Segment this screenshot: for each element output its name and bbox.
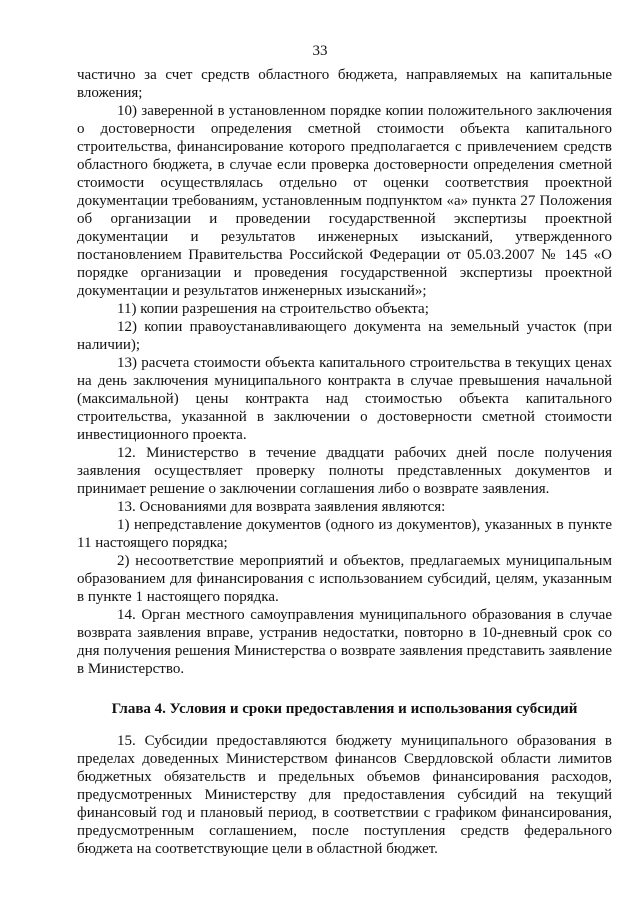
paragraph-clause-12: 12. Министерство в течение двадцати рабочих дней после получения заявления осуществляет проверку полноты представленных документов и принимает решение о заключении соглашения либо о возврате заявления. [77, 445, 612, 497]
paragraph-clause-15: 15. Субсидии предоставляются бюджету муниципального образования в пределах доведенных Министерством финансов Свердловской области лимитов бюджетных обязательств и предельных объемов финансирования расходов, предусмотренных Министерству для предоставления субсидий на текущий финансовый год и плановый период, в соответствии с графиком финансирования, предусмотренным соглашением, после поступления средств федерального бюджета на соответствующие цели в областной бюджет. [77, 733, 612, 857]
paragraph-subitem-2: 2) несоответствие мероприятий и объектов, предлагаемых муниципальным образованием для финансирования с использованием субсидий, целям, указанным в пункте 1 настоящего порядка. [77, 553, 612, 605]
document-body [77, 66, 612, 858]
paragraph-clause-13: 13. Основаниями для возврата заявления являются: [117, 499, 446, 515]
paragraph-item-12: 12) копии правоустанавливающего документа на земельный участок (при наличии); [77, 319, 612, 353]
paragraph-clause-14: 14. Орган местного самоуправления муниципального образования в случае возврата заявления вправе, устранив недостатки, повторно в 10-дневный срок со дня получения решения Министерства о возврате заявления представить заявление в Министерство. [77, 607, 612, 677]
paragraph-continuation: частично за счет средств областного бюджета, направляемых на капитальные вложения; [77, 67, 612, 101]
paragraph-item-11: 11) копии разрешения на строительство объекта; [117, 301, 429, 317]
paragraph-subitem-1: 1) непредставление документов (одного из документов), указанных в пункте 11 настоящего порядка; [77, 517, 612, 551]
chapter-heading: Глава 4. Условия и сроки предоставления и использования субсидий [111, 701, 578, 717]
paragraph-item-10: 10) заверенной в установленном порядке копии положительного заключения о достоверности определения сметной стоимости объекта капитального строительства, финансирование которого предполагается с привлечением средств областного бюджета, в случае если проверка достоверности определения сметной стоимости осуществлялась отдельно от оценки соответствия проектной документации требованиям, установленным подпунктом «а» пункта 27 Положения об организации и проведении государственной экспертизы проектной документации и результатов инженерных изысканий, утвержденного постановлением Правительства Российской Федерации от 05.03.2007 № 145 «О порядке организации и проведения государственной экспертизы проектной документации и результатов инженерных изысканий»; [77, 103, 612, 299]
page-number: 33 [312, 43, 328, 59]
paragraph-item-13: 13) расчета стоимости объекта капитального строительства в текущих ценах на день заключения муниципального контракта в случае превышения начальной (максимальной) цены контракта над стоимостью объекта капитального строительства, указанной в заключении о достоверности сметной стоимости инвестиционного проекта. [77, 355, 612, 443]
